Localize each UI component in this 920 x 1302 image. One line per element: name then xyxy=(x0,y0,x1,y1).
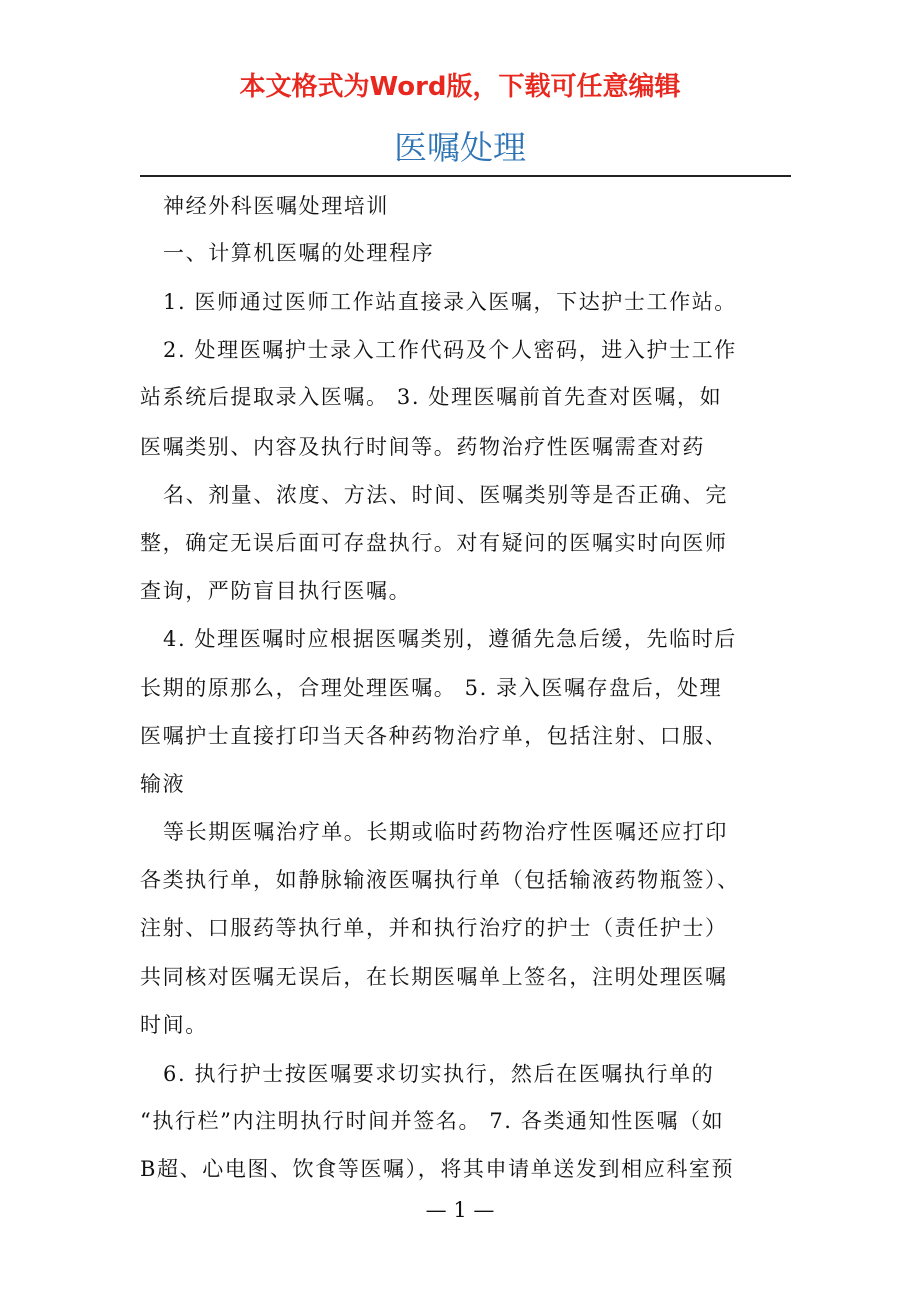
body-line: 2. 处理医嘱护士录入工作代码及个人密码，进入护士工作 xyxy=(163,338,737,362)
body-line: 站系统后提取录入医嘱。 3. 处理医嘱前首先查对医嘱，如 xyxy=(140,385,723,409)
body-line: 时间。 xyxy=(140,1013,208,1037)
document-title: 医嘱处理 xyxy=(394,128,526,167)
body-line: 共同核对医嘱无误后，在长期医嘱单上签名，注明处理医嘱 xyxy=(140,965,728,989)
page-number: — 1 — xyxy=(425,1198,495,1222)
body-line: 各类执行单，如静脉输液医嘱执行单（包括输液药物瓶签）、 xyxy=(140,868,740,892)
body-line: 整，确定无误后面可存盘执行。对有疑问的医嘱实时向医师 xyxy=(140,531,728,555)
body-line: “执行栏”内注明执行时间并签名。 7. 各类通知性医嘱（如 xyxy=(140,1109,725,1133)
body-line: 输液 xyxy=(140,772,186,796)
body-line: 注射、口服药等执行单，并和执行治疗的护士（责任护士） xyxy=(140,916,728,940)
body-line: 6. 执行护士按医嘱要求切实执行，然后在医嘱执行单的 xyxy=(163,1062,715,1086)
body-line: 1. 医师通过医师工作站直接录入医嘱，下达护士工作站。 xyxy=(163,290,737,314)
body-line: 等长期医嘱治疗单。长期或临时药物治疗性医嘱还应打印 xyxy=(163,820,728,844)
body-line: 医嘱护士直接打印当天各种药物治疗单，包括注射、口服、 xyxy=(140,724,728,748)
body-line: B超、心电图、饮食等医嘱），将其申请单送发到相应科室预 xyxy=(140,1157,735,1181)
body-line: 神经外科医嘱处理培训 xyxy=(163,194,389,218)
body-line: 一、计算机医嘱的处理程序 xyxy=(163,241,435,265)
title-rule xyxy=(140,175,791,177)
body-line: 长期的原那么，合理处理医嘱。 5. 录入医嘱存盘后，处理 xyxy=(140,676,723,700)
body-line: 名、剂量、浓度、方法、时间、医嘱类别等是否正确、完 xyxy=(163,483,728,507)
download-banner: 本文格式为Word版，下载可任意编辑 xyxy=(239,72,681,102)
body-line: 查询，严防盲目执行医嘱。 xyxy=(140,579,412,603)
body-line: 医嘱类别、内容及执行时间等。药物治疗性医嘱需查对药 xyxy=(140,435,705,459)
body-line: 4. 处理医嘱时应根据医嘱类别，遵循先急后缓，先临时后 xyxy=(163,627,737,651)
